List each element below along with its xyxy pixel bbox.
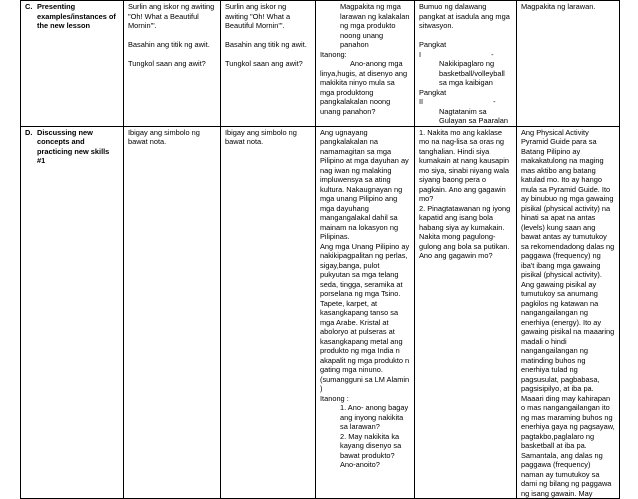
- row-label-cell: [21, 126, 124, 499]
- cell-text: 1. Nakita mo ang kaklase mo na nag-lisa sa oras ng tanghalian. Hindi siya kumakain at nang kausapin mo siya, sinabi niyang wala siyang baong pera o pagkain. Ano ang gagawin mo?: [419, 127, 509, 203]
- cell-text: 1. Ano- anong bagay ang inyong nakikita sa larawan?: [340, 403, 409, 431]
- table-cell: [517, 126, 620, 499]
- group-label: Pangkat I: [419, 40, 447, 59]
- cell-text: Ibigay ang simbolo ng bawat nota.: [225, 127, 297, 146]
- table-row: [21, 1, 620, 127]
- table-cell: [316, 1, 415, 127]
- table-cell: [221, 126, 316, 499]
- cell-text: Basahin ang titik ng awit.: [128, 40, 210, 49]
- cell-text: Itanong :: [320, 393, 349, 403]
- cell-text: Ibigay ang simbolo ng bawat nota.: [128, 127, 200, 146]
- dash: -: [493, 97, 496, 106]
- table-cell: [415, 126, 517, 499]
- cell-text: 2. Pinagtatawanan ng iyong kapatid ang isang bola habang siya ay kumakain. Nakita mong pagulong-gulong ang bola sa putikan. Ano ang gagawin mo?: [419, 203, 511, 260]
- cell-text: 2. May nakikita ka kayang disenyo sa bawat produkto? Ano-anoito?: [340, 431, 402, 469]
- dash: -: [491, 49, 494, 59]
- cell-text: Bumuo ng dalawang pangkat at isadula ang mga sitwasyon.: [419, 2, 510, 30]
- cell-text: Surlin ang iskor ng awiting "Oh! What a Beautiful Mornin'".: [225, 2, 291, 30]
- cell-text: linya,hugis, at disenyo ang makikita ninyo mula sa mga produktong pangkalakalan noong unang panahon?: [320, 68, 408, 116]
- row-letter: C.: [25, 2, 33, 11]
- cell-text: Nakikipaglaro ng basketball/volleyball sa mga kaibigan: [439, 59, 505, 87]
- cell-text: Ano-anong mga: [350, 59, 403, 68]
- table-cell: [221, 1, 316, 127]
- cell-text: Nagtatanim sa Gulayan sa Paaralan: [439, 106, 509, 125]
- row-label: Discussing new concepts and practicing new skills #1: [37, 127, 110, 165]
- cell-text: Tungkol saan ang awit?: [225, 59, 303, 68]
- row-letter: D.: [25, 127, 33, 137]
- cell-text: hinati sa apat na antas (levels) kung saan ang bawat antas ay tumutukoy sa rekomendadong dalas ng paggawa (frequency) ng iba't ibang mga gawaing pisikal (physical activity). Ang gawaing pisikal ay tumutukoy sa anumang pagkilos ng katawan na nangangailangan ng enerhiya (energy). Ito ay gawaing pisikal na maaaring madali o hindi nangangailangan ng matinding buhos ng enerhiya tulad ng pagsusulat, pagbabasa, pagsisipilyo, at iba pa. Maaari ding may kahirapan o mas nangangailangan ito ng mas maraming buhos ng enerhiya gaya ng pagsayaw, pagtakbo,paglalaro ng basketball at iba pa. Samantala, ang dalas ng paggawa (frequency) naman ay tumutukoy sa dami ng bilang ng paggawa ng isang gawain. May: [521, 213, 615, 498]
- group-label: Pangkat II: [419, 87, 447, 106]
- cell-text: Magpakita ng larawan.: [521, 2, 596, 11]
- cell-text: Basahin ang titik ng awit.: [225, 40, 307, 49]
- cell-text: Surlin ang iskor ng awiting "Oh! What a Beautiful Mornin'".: [128, 2, 215, 30]
- table-row: [21, 126, 620, 499]
- table-cell: [415, 1, 517, 127]
- cell-text: Ang ugnayang pangkalakalan na namamagitan sa mga Pilipino at mga dayuhan ay nag iwan ng malaking impluwensya sa ating kultura. Nakaugnayan ng mga unang Pilipino ang mga dayuhang mangangalakal dahil sa mainam na lokasyon ng Pilipinas.: [320, 127, 409, 241]
- cell-text: Tungkol saan ang awit?: [128, 59, 206, 68]
- row-label-cell: [21, 1, 124, 127]
- cell-text: (sumangguni sa LM Alamin ): [320, 374, 410, 393]
- cell-text: Ang Physical Activity Pyramid Guide para sa Batang Pilipino ay makakatulong na maging mas aktibo ang batang katulad mo. Ito ay hango mula sa Pyramid Guide. Ito ay binubuo ng mga gawaing pisikal (physical activity) na: [521, 127, 614, 213]
- table-cell: [124, 1, 221, 127]
- cell-text: Ang mga Unang Pilipino ay nakikipagpalitan ng perlas, sigay,banga, pulot pukyutan sa mga telang seda, tingga, seramika at porselana ng mga Tsino. Tapete, karpet, at kasangkapang tanso sa mga Arabe. Kristal at aboloryo at pulseras at kasangkapang metal ang produkto ng mga India n akapalit ng mga produkto n gating mga ninuno.: [320, 241, 410, 374]
- table-cell: [316, 126, 415, 499]
- lesson-plan-table: [20, 0, 620, 499]
- row-label: Presenting examples/instances of the new lesson: [37, 2, 116, 30]
- table-cell: [517, 1, 620, 127]
- cell-text: Itanong:: [320, 49, 347, 59]
- table-cell: [124, 126, 221, 499]
- cell-text: Magpakita ng mga larawan ng kalakalan ng mga produkto noong unang panahon: [340, 2, 410, 49]
